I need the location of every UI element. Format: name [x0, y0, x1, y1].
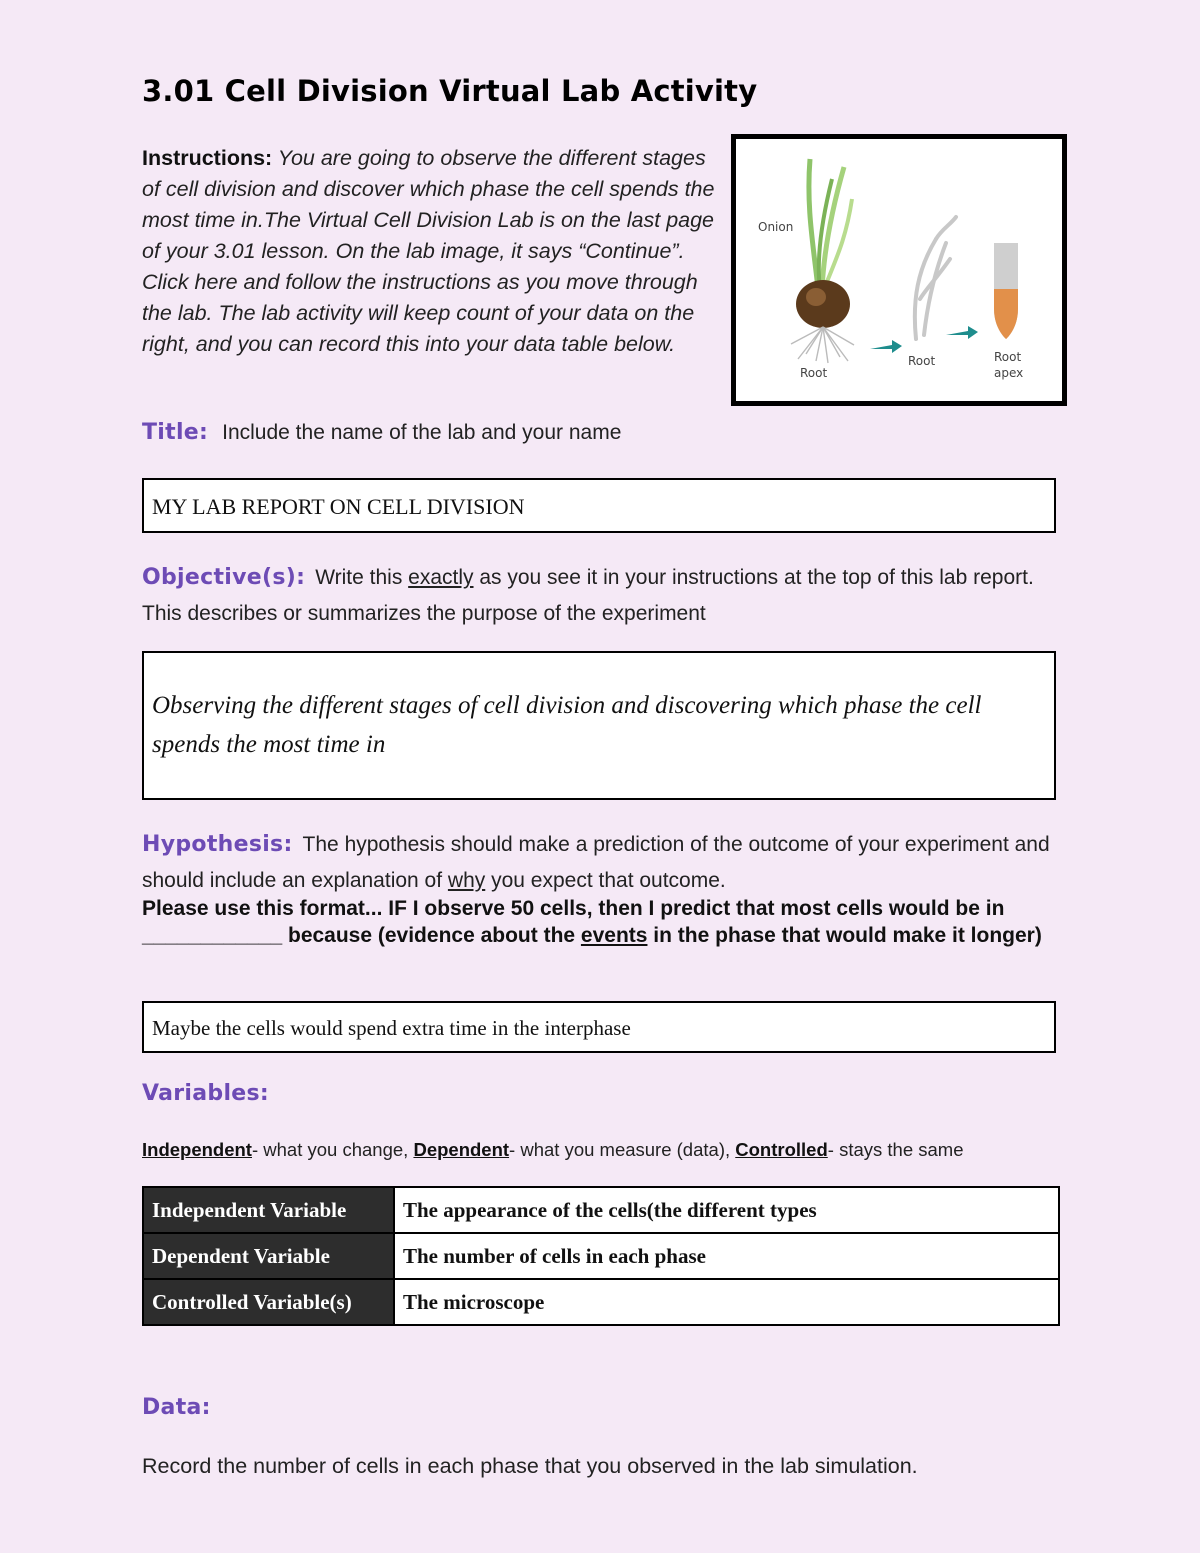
hypothesis-prompt-emphasis: why: [447, 869, 486, 892]
dependent-term: Dependent: [413, 1139, 510, 1160]
objective-section: [142, 561, 1062, 633]
table-value-controlled[interactable]: The microscope: [394, 1279, 1059, 1325]
table-key-dependent: Dependent Variable: [143, 1233, 394, 1279]
title-section: [142, 420, 621, 445]
data-section: [142, 1395, 211, 1420]
hypothesis-label: Hypothesis:: [142, 832, 293, 857]
hypothesis-answer-field[interactable]: Maybe the cells would spend extra time in the interphase: [142, 1001, 1056, 1053]
variables-section: [142, 1081, 269, 1106]
data-instructions: Record the number of cells in each phase that you observed in the lab simulation.: [142, 1454, 918, 1478]
objective-prompt-part-a: Write this: [315, 566, 409, 589]
onion-root-figure: [731, 134, 1067, 406]
hypothesis-format-part-a: Please use this format... IF I observe 50 cells, then I predict that most cells would be in ____________ because (evidence about the: [142, 897, 1005, 947]
hypothesis-format-emphasis: events: [580, 924, 648, 947]
objective-prompt-emphasis: exactly: [408, 566, 474, 589]
hypothesis-prompt-part-b: you expect that outcome.: [485, 869, 726, 892]
independent-term: Independent: [142, 1139, 252, 1160]
hypothesis-section: [142, 828, 1062, 900]
objective-label: Objective(s):: [142, 565, 306, 590]
title-prompt: Include the name of the lab and your name: [222, 421, 622, 444]
table-key-controlled: Controlled Variable(s): [143, 1279, 394, 1325]
variables-definitions: [142, 1139, 963, 1161]
instructions-text: You are going to observe the different stages of cell division and discover which phase the cell spends the most time in.The Virtual Cell Division Lab is on the last page of your 3.01 lesson. On the lab image, it says “Continue”. Click here and follow the instructions as you move through the lab. The lab activity will keep count of your data on the right, and you can record this into your data table below.: [142, 146, 715, 356]
data-label: Data:: [142, 1395, 211, 1420]
figure-label-root-3: Root: [994, 350, 1022, 364]
figure-label-onion: Onion: [758, 220, 794, 234]
figure-label-apex: apex: [994, 366, 1024, 380]
variables-table: [142, 1186, 1060, 1326]
instructions-label: Instructions:: [142, 146, 273, 170]
figure-label-root-2: Root: [908, 354, 936, 368]
controlled-term: Controlled: [735, 1139, 828, 1160]
objective-prompt-part-b: as you see it in your instructions at the top of this lab report. This describes or summarizes the purpose of the experiment: [142, 566, 1034, 625]
controlled-definition: - stays the same: [827, 1139, 964, 1160]
dependent-definition: - what you measure (data),: [509, 1139, 736, 1160]
table-row: [143, 1187, 1059, 1233]
table-value-independent[interactable]: The appearance of the cells(the different types: [394, 1187, 1059, 1233]
hypothesis-prompt-part-a: The hypothesis should make a prediction of the outcome of your experiment and should include an explanation of: [142, 833, 1050, 892]
table-row: [143, 1279, 1059, 1325]
hypothesis-format-part-b: in the phase that would make it longer): [647, 924, 1042, 947]
variables-label: Variables:: [142, 1081, 270, 1106]
table-key-independent: Independent Variable: [143, 1187, 394, 1233]
figure-label-root-1: Root: [800, 366, 828, 380]
page-title: 3.01 Cell Division Virtual Lab Activity: [142, 74, 758, 108]
hypothesis-format: [142, 895, 1057, 949]
instructions-paragraph: [142, 143, 717, 360]
table-value-dependent[interactable]: The number of cells in each phase: [394, 1233, 1059, 1279]
objective-answer-field[interactable]: Observing the different stages of cell division and discovering which phase the cell spends the most time in: [142, 651, 1056, 800]
independent-definition: - what you change,: [251, 1139, 414, 1160]
title-label: Title:: [142, 420, 209, 445]
title-answer-field[interactable]: MY LAB REPORT ON CELL DIVISION: [142, 478, 1056, 533]
table-row: [143, 1233, 1059, 1279]
